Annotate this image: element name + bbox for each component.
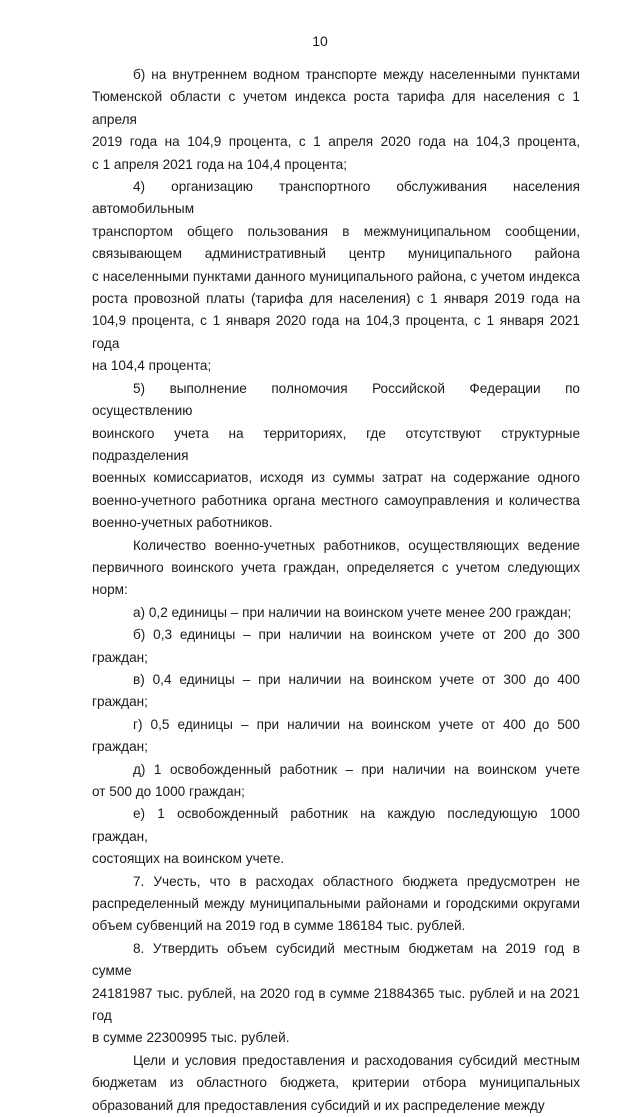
page-number: 10 xyxy=(312,33,328,49)
paragraph xyxy=(92,871,580,938)
text-line: объем субвенций на 2019 год в сумме 186184 тыс. рублей. xyxy=(92,918,466,934)
text-line: связывающем административный центр муниципального района xyxy=(92,246,580,262)
text-line: военных комиссариатов, исходя из суммы затрат на содержание одного xyxy=(92,470,580,486)
text-line: Тюменской области с учетом индекса роста тарифа для населения с 1 апреля xyxy=(92,89,580,127)
text-line: транспортом общего пользования в межмуниципальном сообщении, xyxy=(92,223,580,239)
text-line: военно-учетного работника органа местного самоуправления и количества xyxy=(92,492,580,508)
text-line: 7. Учесть, что в расходах областного бюджета предусмотрен не xyxy=(133,873,580,889)
paragraph xyxy=(92,378,580,535)
text-line: в сумме 22300995 тыс. рублей. xyxy=(92,1030,290,1046)
text-line: Цели и условия предоставления и расходования субсидий местным xyxy=(133,1052,580,1068)
text-line: с 1 апреля 2021 года на 104,4 процента; xyxy=(92,156,348,172)
text-line: 4) организацию транспортного обслуживания населения автомобильным xyxy=(92,179,580,217)
text-line: 8. Утвердить объем субсидий местным бюджетам на 2019 год в сумме xyxy=(92,940,580,979)
text-line: д) 1 освобожденный работник – при наличии на воинском учете xyxy=(133,761,580,777)
paragraph xyxy=(92,669,580,714)
paragraph xyxy=(92,624,580,669)
text-line: воинского учета на территориях, где отсутствуют структурные подразделения xyxy=(92,425,580,463)
text-line: 24181987 тыс. рублей, на 2020 год в сумме 21884365 тыс. рублей и на 2021 год xyxy=(92,985,580,1024)
paragraph xyxy=(92,938,580,1050)
paragraph xyxy=(92,1050,580,1117)
paragraph xyxy=(92,176,580,378)
text-line: военно-учетных работников. xyxy=(92,515,273,531)
text-line: б) на внутреннем водном транспорте между населенными пунктами xyxy=(133,67,580,82)
text-line: роста провозной платы (тарифа для населения) с 1 января 2019 года на xyxy=(92,291,580,307)
text-line: г) 0,5 единицы – при наличии на воинском учете от 400 до 500 граждан; xyxy=(92,716,580,755)
text-line: а) 0,2 единицы – при наличии на воинском учете менее 200 граждан; xyxy=(133,604,572,620)
text-line: е) 1 освобожденный работник на каждую последующую 1000 граждан, xyxy=(92,806,580,844)
text-line: 2019 года на 104,9 процента, с 1 апреля 2020 года на 104,3 процента, xyxy=(92,134,580,150)
paragraph xyxy=(92,714,580,759)
paragraph xyxy=(92,602,580,624)
text-line: образований для предоставления субсидий и их распределение между xyxy=(92,1097,545,1113)
paragraph xyxy=(92,803,580,870)
text-line: 5) выполнение полномочия Российской Федерации по осуществлению xyxy=(92,380,580,419)
text-line: Количество военно-учетных работников, осуществляющих ведение xyxy=(133,537,580,553)
text-line: первичного воинского учета граждан, определяется с учетом следующих норм: xyxy=(92,559,580,598)
text-line: в) 0,4 единицы – при наличии на воинском учете от 300 до 400 граждан; xyxy=(92,671,580,710)
text-line: распределенный между муниципальными районами и городскими округами xyxy=(92,896,580,912)
paragraph xyxy=(92,759,580,804)
body-text xyxy=(92,64,580,1117)
text-line: состоящих на воинском учете. xyxy=(92,851,285,867)
paragraph xyxy=(92,535,580,602)
text-line: с населенными пунктами данного муниципального района, с учетом индекса xyxy=(92,268,580,284)
text-line: бюджетам из областного бюджета, критерии отбора муниципальных xyxy=(92,1075,580,1091)
paragraph xyxy=(92,64,580,176)
text-line: от 500 до 1000 граждан; xyxy=(92,784,245,799)
text-line: на 104,4 процента; xyxy=(92,358,212,374)
text-line: 104,9 процента, с 1 января 2020 года на 104,3 процента, с 1 января 2021 года xyxy=(92,313,580,351)
text-line: б) 0,3 единицы – при наличии на воинском учете от 200 до 300 граждан; xyxy=(92,627,580,665)
